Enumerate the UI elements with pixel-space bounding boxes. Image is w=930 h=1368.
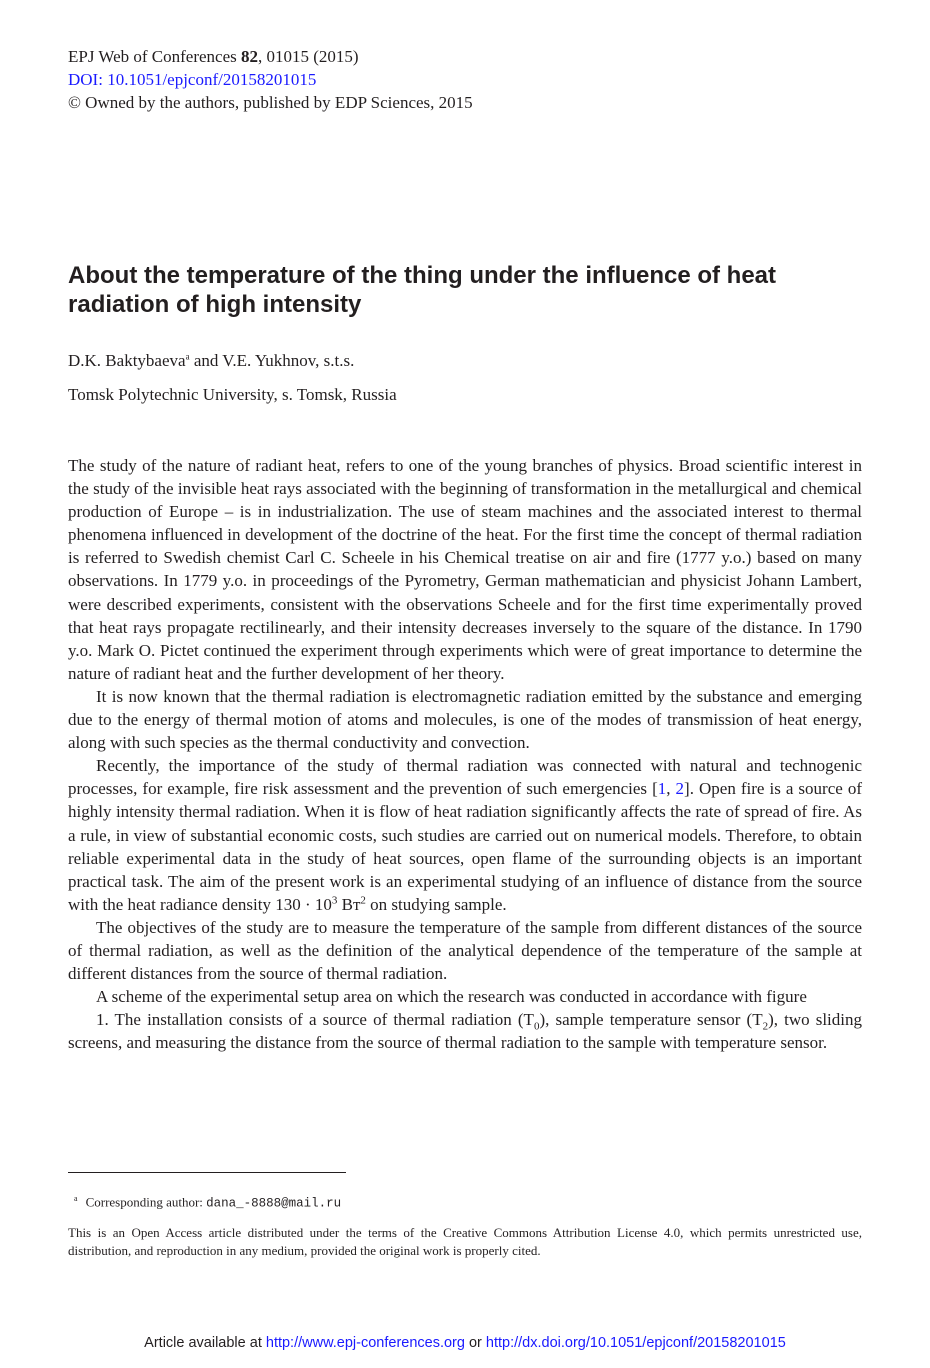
journal-header xyxy=(68,45,473,114)
affiliation: Tomsk Polytechnic University, s. Tomsk, Russia xyxy=(68,385,397,404)
reference-link-1[interactable]: 1 xyxy=(657,779,667,799)
corresponding-author-footnote: $^a$ Corresponding author: dana_-8888@mail.ru xyxy=(74,1194,342,1211)
paper-title: About the temperature of the thing under the influence of heat radiation of high intensity xyxy=(68,262,777,318)
volume-number: 82 xyxy=(241,47,258,66)
author-footnote-mark: a xyxy=(185,351,190,362)
paragraph: The objectives of the study are to measure the temperature of the sample from different distances of the source of thermal radiation, as well as the definition of the analytical dependence of the temperature of the sample at different distances from the source of thermal radiation. xyxy=(68,917,862,984)
paragraph: Recently, the importance of the study of thermal radiation was connected with natural and technogenic processes, for example, fire risk assessment and the prevention of such emergencies [1, 2]. Open fire is a source of highly intensity thermal radiation. When it is flow of heat radiation significantly affects the rate of spread of fire. As a rule, in view of substantial economic costs, such studies are carried out on numerical models. Therefore, to obtain reliable experimental data in the study of heat sources, open flame of the surrounding objects is an important practical task. The aim of the present work is an experimental studying of an influence of distance from the source with the heat radiance density $130 \cdot 10^3$ $Вт^2$ on studying sample. xyxy=(68,756,862,914)
footnote-divider xyxy=(68,1172,346,1173)
author-email[interactable]: dana_-8888@mail.ru xyxy=(206,1196,342,1211)
article-availability: Article available at http://www.epj-conferences.org or http://dx.doi.org/10.1051/epjconf/20158201015 xyxy=(144,1335,786,1351)
paragraph: It is now known that the thermal radiation is electromagnetic radiation emitted by the substance and emerging due to the energy of thermal motion of atoms and molecules, is one of the modes of transmission of heat energy, along with such species as the thermal conductivity and convection. xyxy=(68,686,862,753)
paragraph: The study of the nature of radiant heat, refers to one of the young branches of physics. Broad scientific interest in the study of the invisible heat rays associated with the beginning of transformation in the metallurgical and chemical production of Europe – is in industrialization. The use of steam machines and the associated interest to thermal phenomena influenced in development of the doctrine of the heat. For the first time the concept of thermal radiation is referred to Swedish chemist Carl C. Scheele in his Chemical treatise on air and fire (1777 y.o.) based on many observations. In 1779 y.o. in proceedings of the Pyrometry, German mathematician and physicist Johann Lambert, were described experiments, consistent with the observations Scheele and for the first time experimentally proved that heat rays propagate rectilinearly, and their intensity decreases inversely to the square of the distance. In 1790 y.o. Mark O. Pictet continued the experiment through experiments which were of great importance to determine the nature of radiant heat and the further development of her theory. xyxy=(68,456,862,683)
doi-link[interactable]: DOI: 10.1051/epjconf/20158201015 xyxy=(68,70,317,89)
body-text xyxy=(68,454,862,1054)
journal-citation: EPJ Web of Conferences 82, 01015 (2015) xyxy=(68,47,359,66)
doi-url-link[interactable]: http://dx.doi.org/10.1051/epjconf/20158201015 xyxy=(485,1335,786,1351)
license-statement: This is an Open Access article distributed under the terms of the Creative Commons Attribution License 4.0, which permits unrestricted use, distribution, and reproduction in any medium, provided the original work is properly cited. xyxy=(68,1225,862,1258)
reference-link-2[interactable]: 2 xyxy=(675,779,685,799)
author-list: D.K. Baktybaeva$^a$ and V.E. Yukhnov, s.t.s. xyxy=(68,351,355,370)
copyright-line: © Owned by the authors, published by EDP Sciences, 2015 xyxy=(68,93,473,112)
journal-site-link[interactable]: http://www.epj-conferences.org xyxy=(265,1335,465,1351)
paragraph: 1. The installation consists of a source of thermal radiation $(T_0)$, sample temperature sensor $(T_2)$, two sliding screens, and measuring the distance from the source of thermal radiation to the sample with temperature sensor. xyxy=(68,1010,862,1053)
paragraph: A scheme of the experimental setup area on which the research was conducted in accordance with figure xyxy=(96,987,807,1007)
